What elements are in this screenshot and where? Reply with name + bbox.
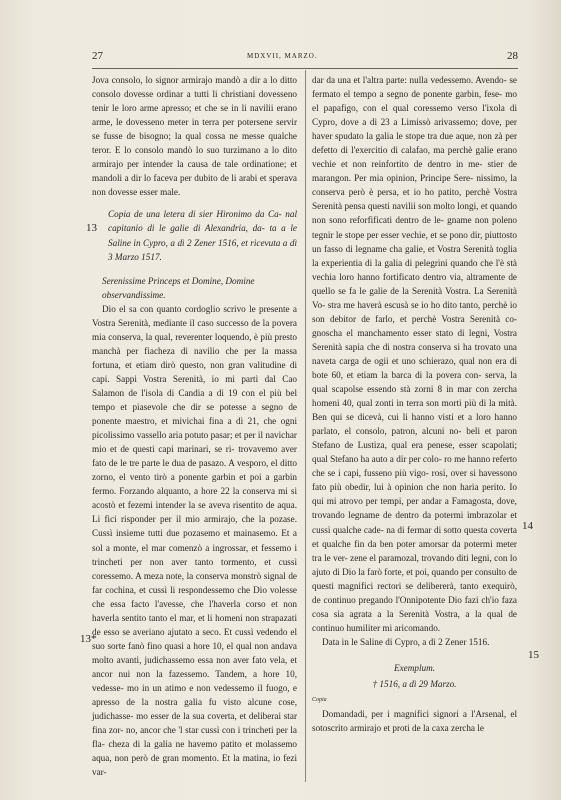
letter-date-line: Data in le Saline di Cypro, a dì 2 Zener 1516. (322, 636, 490, 647)
exemplum-heading: Exemplum. (393, 662, 436, 673)
right-page-number: 28 (507, 50, 518, 62)
opening-paragraph: Jova consolo, lo signor armirajo mandò a dir a lo ditto consolo dovesse ordinar a tutti li christiani dovesseno tenir le loro arme apresso; et che se in li navilii erano arme, le dovesseno meter in terra per potersene servir se fusse de bisogno; la qual cossa ne messe qualche teror. E lo consolo mandò lo suo turzimano a lo dito armirajo per intender la causa de tale ordinatione; et mandoli a dir lo faceva per dubito de li arabi et sperava non dovesse esser male. (92, 75, 298, 198)
salutation: Serenissime Princeps et Domine, Domine (102, 275, 255, 286)
page-header (92, 50, 518, 66)
salutation-cont: observandissime. (102, 289, 166, 300)
header-rule (92, 68, 518, 69)
running-title: MDXVII, MARZO. (247, 52, 318, 60)
left-page-number: 27 (92, 50, 103, 62)
final-paragraph: Domandadi, per i magnifici signori a l'Arsenal, el sotoscrito armirajo et proti de la caxa zercha le (312, 709, 518, 734)
margin-number-13: 13 (86, 222, 97, 234)
right-column (312, 73, 517, 735)
column-divider (305, 70, 306, 782)
letter-body-left: Dio el sa con quanto cordoglio scrivo le presente a Vostra Serenità, mediante il caso successo de la povera mia conserva, la qual, reverenter loquendo, è più presto manchà per fiacheza di navilio che per la massa fortuna, et etiam dirò questo, non gran valitudine di capi. Sappi Vostra Serenità, io mi partì dal Cao Salamon de l'isola di Candia a dì 19 con el più bel tempo et piasevole che dir se potesse a segno de ponente maestro, et mivichai fina a dì 21, che ogni picolissimo vassello aria potuto pasar; et per il navichar mio et de questi capi marinari, se ri- trovavemo aver fato de le tre parte le dua de pasazo. A vesporo, el ditto zorno, el vento tirò a ponente garbin et poi a garbin fermo. Forzando alquanto, a hore 22 la conserva mi si acostò et fezemi intender la se aveva risentito de aqua. Li fici risponder per il mio armirajo, che la pozase. Cussì insieme tutti due pozasemo et mainasemo. Et a sol a monte, el mar comenzò a ingrossar, et fessemo i trincheti per non aver tanto tormento, et cussì coressemo. A meza note, la conserva monstrò signal de far cochina, et cussì li respondessemo che Dio volesse che essa facto l'avesse, che l'haverla corso et non haverla sentito tanto el mar, et li homeni non strapazati de esso se averiano ajutato a seco. Et cussì vedendo el suo sorte fanò fino quasi a hore 10, el qual non andava molto avanti, judichassemo essa non aver fato vela, et ancor nui non la fazessemo. Tandem, a hore 10, vedesse- mo in un atimo e non vedessemo il fuogo, e apresso de la nostra galia fu visto alcune cose, judichasse- mo esser de la sua coverta, et deliberai star fina zor- no, ancor che 'l star cussì con i trincheti per la fla- cheza di la galia ne havemo patito et molassemo aqua, non però de gran momento. Et la matina, io fezi var- (92, 303, 298, 778)
letter-body-right: dar da una et l'altra parte: nulla vedessemo. Avendo- se fermato el tempo a segno de ponente garbin, fese- mo el papafigo, con el qual coressemo verso l'ixola di Cypro, dove a dì 23 a Limissò arivassemo; dove, per haver spudato la galia le stope tra due aque, non zà per defetto di l'exercitio di calafao, ma perchè galie erano vechie et non reinfortito de dentro in me- stier de marangon. Per mia opinion, Principe Sere- nissimo, la conserva però è persa, et io ho patito, perchè Vostra Serenità pensa questi navilii son molto longi, et quando non sono reforfificati dentro de le- gname non poleno tegnir le stope per esser vechie, et se pono dir, piuttosto un fasso di legname cha galie, et Vostra Serenità toglia la experientia di la galia di pelegrini quando che l'è stà vechia loro hanno fortificato dentro via, altramente de quello se fa le galie de la Serenità Vostra. La Serenità Vo- stra me haverà escusà se io ho dito tanto, perchè io son debitor de farlo, et perchè Vostra Serenità co- gnoscha el manchamento esser stato di legni, Vostra Serenità sapia che di nostra conserva si ha trovato una naveta carga de ogii et uno schierazo, qual non era di bote 60, et etiam la barca di la povera con- serva, la qual scapolse essendo stà zorni 8 in mar con zercha homeni 40, qual zonti in terra son morti più di la mità. Ben qui se dicevà, cui li hanno visti et a loro hanno parlato, el consolo, patron, alcuni no- beli et paron Stefano de Lustiza, qual era penese, esser scapolati; qual Stefano ha auto a dir per colo- ro me hanno referto che se i capi, fusseno più vigo- rosi, over si havessono fato più obedir, lui à opinion che non haria perito. Io qui mi atrovo per tempi, per andar a Famagosta, dove, trovando legname de dentro da potermi imbrazolar et cussì qualche cade- na di fermar di sotto questa coverta et qualche fin da ben poter amorsar da potermi meter tra le ver- zene el paramozal, trovando diti legni, con lo ajuto di Dio la farò forte, et poi, quando per consulto de questi magnifici rectori se delibererà, tanto exequirò, de continuo pregando l'Onnipotente Dio fazi ch'io faza cosa sia agrata a la Serenità Vostra, a la qual de continuo humiliter mi aricomando. (312, 75, 518, 633)
margin-number-15: 15 (528, 649, 539, 661)
dated-heading: † 1516, a dì 29 Marzo. (372, 678, 457, 689)
left-column (92, 73, 297, 779)
copia-label: Copia (312, 697, 327, 704)
margin-number-14: 14 (522, 520, 533, 532)
letter-caption: Copia de una letera di sier Hironimo da Ca- nal capitanio di le galie di Alexandria, da- ta a le Saline in Cypro, a dì 2 Zener 1516, et ricevuta a dì 3 Marzo 1517. (108, 209, 298, 262)
margin-number-13b: 13* (80, 633, 97, 645)
